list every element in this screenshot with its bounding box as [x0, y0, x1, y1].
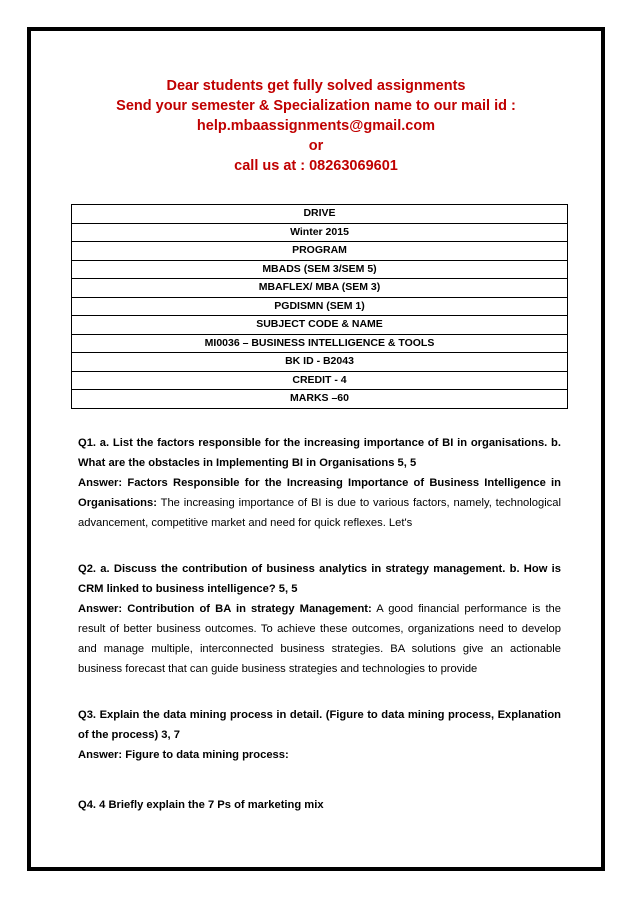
table-row: [72, 297, 568, 316]
table-cell: BK ID - B2043: [72, 353, 568, 372]
table-row: [72, 353, 568, 372]
table-row: [72, 316, 568, 335]
header-email[interactable]: help.mbaassignments@gmail.com: [196, 118, 436, 134]
question-2-text: Q2. a. Discuss the contribution of business analytics in strategy management. b. How is CRM linked to business intelligence? 5, 5: [78, 563, 561, 595]
question-1-answer-text: The increasing importance of BI is due to various factors, namely, technological advancement, competitive market and need for quick reflexes. Let's: [78, 497, 561, 529]
table-row: [72, 242, 568, 261]
header-line-2: Send your semester & Specialization name to our mail id :: [116, 98, 516, 114]
table-row: [72, 279, 568, 298]
question-2-answer-text: A good financial performance is the result of better business outcomes. To achieve these outcomes, organizations need to develop and manage multiple, interconnected business strategies. BA solutions give an actionable business forecast that can guide business strategies and technologies to provide: [78, 603, 561, 675]
table-row: [72, 260, 568, 279]
table-cell: DRIVE: [72, 205, 568, 224]
table-cell: MARKS –60: [72, 390, 568, 409]
question-4: [78, 795, 561, 815]
question-1-answer-label: Answer: Factors Responsible for the Increasing Importance of Business Intelligence in Organisations:: [78, 477, 561, 509]
table-cell: MI0036 – BUSINESS INTELLIGENCE & TOOLS: [72, 334, 568, 353]
table-cell: MBAFLEX/ MBA (SEM 3): [72, 279, 568, 298]
table-cell: PGDISMN (SEM 1): [72, 297, 568, 316]
header-phone[interactable]: call us at : 08263069601: [234, 158, 398, 174]
table-cell: MBADS (SEM 3/SEM 5): [72, 260, 568, 279]
table-row: [72, 390, 568, 409]
table-cell: PROGRAM: [72, 242, 568, 261]
question-3-answer-label: Answer: Figure to data mining process:: [78, 749, 289, 761]
question-3: [78, 705, 561, 765]
table-row: [72, 371, 568, 390]
question-1: [78, 433, 561, 533]
table-cell: Winter 2015: [72, 223, 568, 242]
question-2: [78, 559, 561, 679]
question-1-text: Q1. a. List the factors responsible for the increasing importance of BI in organisations. b. What are the obstacles in Implementing BI in Organisations 5, 5: [78, 437, 561, 469]
table-row: [72, 205, 568, 224]
course-info-table: [71, 204, 568, 409]
header-or: or: [308, 138, 324, 154]
table-row: [72, 334, 568, 353]
contact-header: [31, 76, 601, 176]
header-line-1: Dear students get fully solved assignments: [166, 78, 466, 94]
table-cell: CREDIT - 4: [72, 371, 568, 390]
table-cell: SUBJECT CODE & NAME: [72, 316, 568, 335]
question-3-text: Q3. Explain the data mining process in detail. (Figure to data mining process, Explanation of the process) 3, 7: [78, 709, 561, 741]
table-row: [72, 223, 568, 242]
question-2-answer-label: Answer: Contribution of BA in strategy Management:: [78, 603, 372, 615]
question-4-text: Q4. 4 Briefly explain the 7 Ps of marketing mix: [78, 799, 324, 811]
